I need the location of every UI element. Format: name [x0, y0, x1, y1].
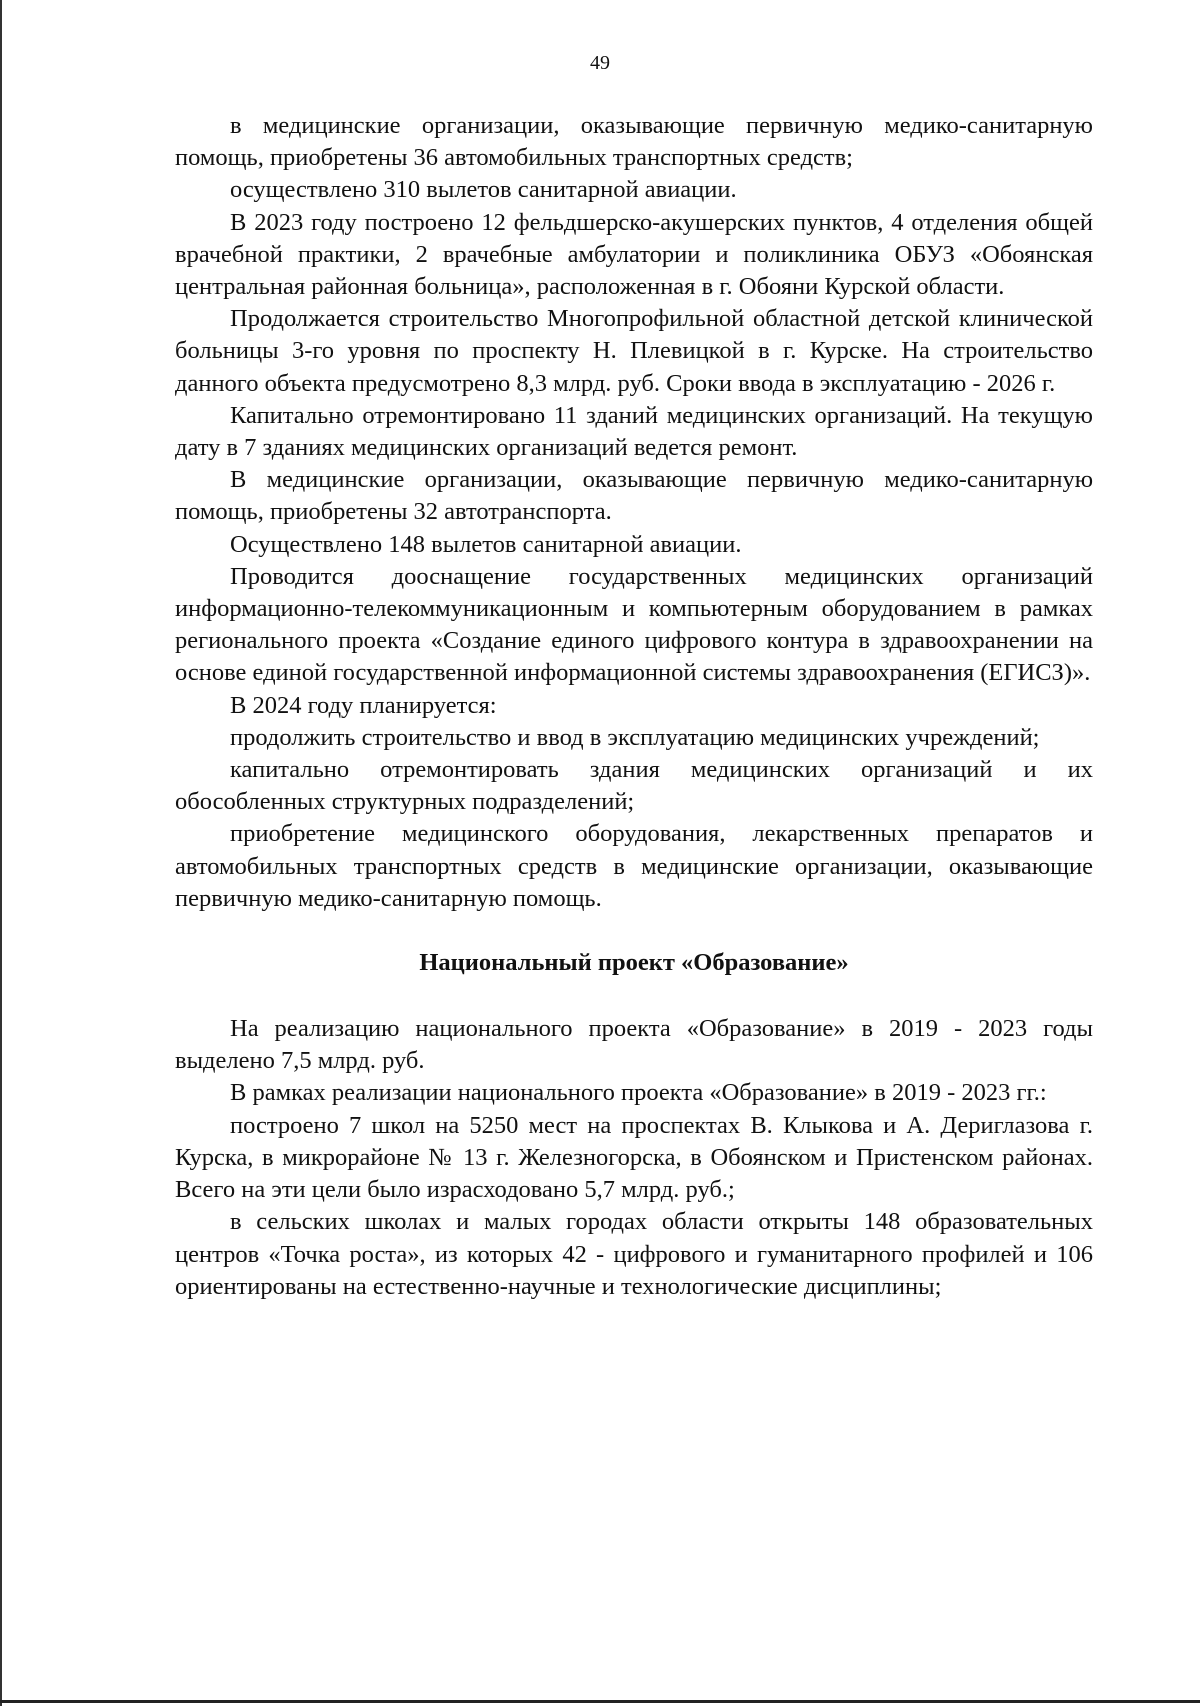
paragraph: капитально отремонтировать здания медицинских организаций и их обособленных структурных подразделений;	[175, 756, 1093, 816]
scan-left-edge	[0, 0, 2, 1706]
paragraph: в сельских школах и малых городах области открыты 148 образовательных центров «Точка роста», из которых 42 - цифрового и гуманитарного профилей и 106 ориентированы на естественно-научные и технологические дисциплины;	[175, 1208, 1093, 1300]
paragraph: построено 7 школ на 5250 мест на проспектах В. Клыкова и А. Дериглазова г. Курска, в микрорайоне № 13 г. Железногорска, в Обоянском и Пристенском районах. Всего на эти цели было израсходовано 5,7 млрд. руб.;	[175, 1111, 1093, 1204]
paragraph: В медицинские организации, оказывающие первичную медико-санитарную помощь, приобретены 32 автотранспорта.	[175, 466, 1093, 526]
page-number: 49	[590, 52, 610, 74]
paragraph: продолжить строительство и ввод в эксплуатацию медицинских учреждений;	[230, 723, 1040, 751]
paragraph: Проводится дооснащение государственных медицинских организаций информационно-телекоммуникационным и компьютерным оборудованием в рамках регионального проекта «Создание единого цифрового контура в здравоохранении на основе единой государственной информационной системы здравоохранения (ЕГИСЗ)».	[175, 562, 1093, 687]
paragraph: В рамках реализации национального проекта «Образование» в 2019 - 2023 гг.:	[230, 1079, 1047, 1107]
paragraph: Продолжается строительство Многопрофильной областной детской клинической больницы 3-го уровня по проспекту Н. Плевицкой в г. Курске. На строительство данного объекта предусмотрено 8,3 млрд. руб. Сроки ввода в эксплуатацию - 2026 г.	[175, 305, 1093, 397]
paragraph: В 2024 году планируется:	[230, 691, 497, 719]
paragraph: Капитально отремонтировано 11 зданий медицинских организаций. На текущую дату в 7 зданиях медицинских организаций ведется ремонт.	[175, 401, 1093, 462]
document-body	[175, 110, 1093, 1303]
paragraph: На реализацию национального проекта «Образование» в 2019 - 2023 годы выделено 7,5 млрд. руб.	[175, 1015, 1093, 1075]
paragraph: осуществлено 310 вылетов санитарной авиации.	[230, 176, 737, 204]
section-heading: Национальный проект «Образование»	[419, 949, 849, 977]
scan-bottom-edge	[0, 1700, 1200, 1703]
paragraph: приобретение медицинского оборудования, лекарственных препаратов и автомобильных транспортных средств в медицинские организации, оказывающие первичную медико-санитарную помощь.	[175, 820, 1093, 912]
paragraph: В 2023 году построено 12 фельдшерско-акушерских пунктов, 4 отделения общей врачебной практики, 2 врачебные амбулатории и поликлиника ОБУЗ «Обоянская центральная районная больница», расположенная в г. Обояни Курской области.	[175, 208, 1093, 301]
paragraph: Осуществлено 148 вылетов санитарной авиации.	[230, 530, 742, 558]
paragraph: в медицинские организации, оказывающие первичную медико-санитарную помощь, приобретены 36 автомобильных транспортных средств;	[175, 112, 1093, 172]
